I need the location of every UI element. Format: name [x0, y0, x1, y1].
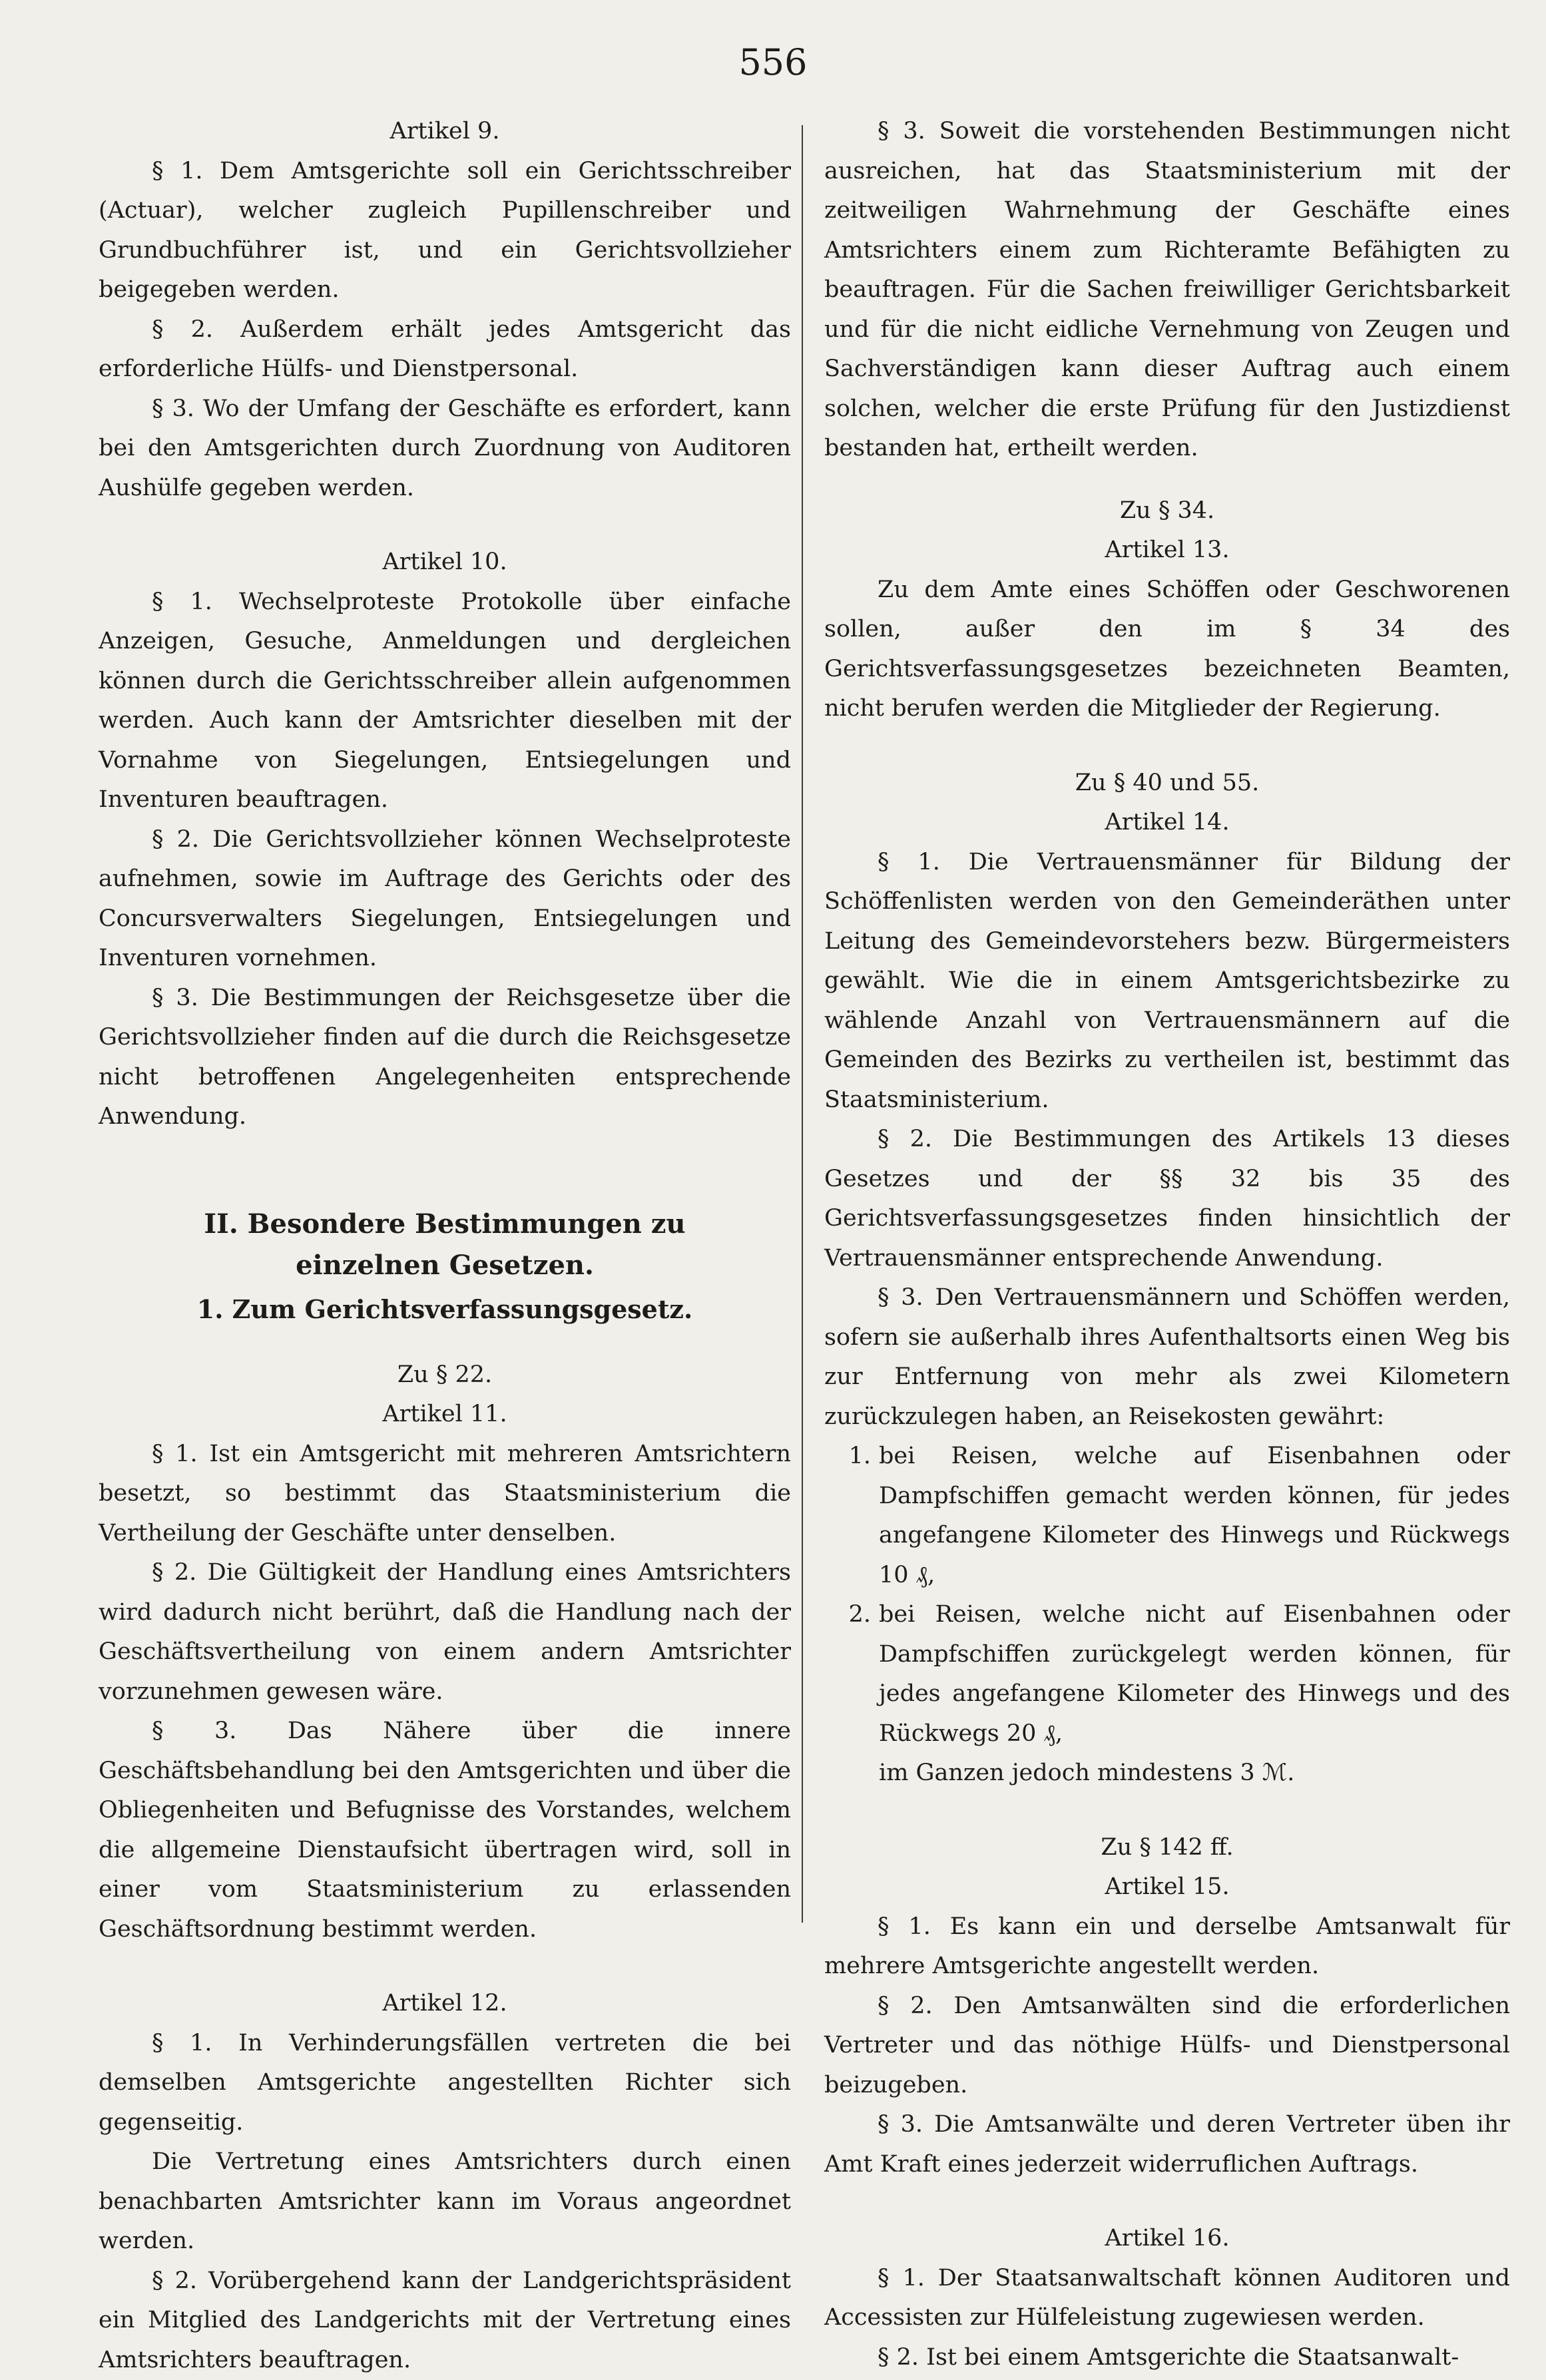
zu-40-heading: Zu § 40 und 55. — [824, 764, 1510, 804]
spacer — [99, 1137, 791, 1204]
article-9-para-1: § 1. Dem Amtsgerichte soll ein Gerichtsschreiber (Actuar), welcher zugleich Pupillenschreiber und Grundbuchführer ist, und ein Gerichtsvollzieher beigegeben werden. — [99, 152, 791, 310]
subsection-title: 1. Zum Gerichtsverfassungsgesetz. — [99, 1286, 791, 1333]
list-item-text: bei Reisen, welche nicht auf Eisenbahnen oder Dampfschiffen zurückgelegt werden können, für jedes angefangene Kilometer des Hinwegs und des Rückwegs 20 ₰, — [879, 1595, 1510, 1754]
article-14-para-2: § 2. Die Bestimmungen des Artikels 13 dieses Gesetzes und der §§ 32 bis 35 des Gerichtsverfassungsgesetzes finden hinsichtlich der Vertrauensmänner entsprechende Anwendung. — [824, 1120, 1510, 1278]
list-item — [824, 1595, 1510, 1754]
right-column — [824, 112, 1510, 2377]
spacer — [824, 469, 1510, 491]
zu-142-heading: Zu § 142 ff. — [824, 1828, 1510, 1868]
article-10-para-2: § 2. Die Gerichtsvollzieher können Wechselproteste aufnehmen, sowie im Auftrage des Gerichts oder des Concursverwalters Siegelungen, Entsiegelungen und Inventuren vornehmen. — [99, 820, 791, 979]
spacer — [99, 1333, 791, 1355]
article-12-para-3: § 3. Soweit die vorstehenden Bestimmungen nicht ausreichen, hat das Staatsministerium mit der zeitweiligen Wahrnehmung der Geschäfte eines Amtsrichters einem zum Richteramte Befähigten zu beauftragen. Für die Sachen freiwilliger Gerichtsbarkeit und für die nicht eidliche Vernehmung von Zeugen und Sachverständigen kann dieser Auftrag auch einem solchen, welcher die erste Prüfung für den Justizdienst bestanden hat, ertheilt werden. — [824, 112, 1510, 469]
list-item-text: bei Reisen, welche auf Eisenbahnen oder Dampfschiffen gemacht werden können, für jedes angefangene Kilometer des Hinwegs und Rückwegs 10 ₰, — [879, 1437, 1510, 1595]
article-14-para-1: § 1. Die Vertrauensmänner für Bildung der Schöffenlisten werden von den Gemeinderäthen unter Leitung des Gemeindevorstehers bezw. Bürgermeisters gewählt. Wie die in einem Amtsgerichtsbezirke zu wählende Anzahl von Vertrauensmännern auf die Gemeinden des Bezirks zu vertheilen ist, bestimmt das Staatsministerium. — [824, 843, 1510, 1120]
spacer — [824, 2184, 1510, 2219]
list-item-number: 2. — [824, 1595, 879, 1754]
article-9-para-2: § 2. Außerdem erhält jedes Amtsgericht das erforderliche Hülfs- und Dienstpersonal. — [99, 310, 791, 389]
page-number: 556 — [732, 41, 814, 83]
article-10-title: Artikel 10. — [99, 543, 791, 583]
article-11-para-3: § 3. Das Nähere über die innere Geschäftsbehandlung bei den Amtsgerichten und über die Obliegenheiten und Befugnisse des Vorstandes, welchem die allgemeine Dienstaufsicht übertragen wird, soll in einer vom Staatsministerium zu erlassenden Geschäftsordnung bestimmt werden. — [99, 1712, 791, 1949]
article-15-para-3: § 3. Die Amtsanwälte und deren Vertreter üben ihr Amt Kraft eines jederzeit widerruflichen Auftrags. — [824, 2105, 1510, 2184]
article-11-para-1: § 1. Ist ein Amtsgericht mit mehreren Amtsrichtern besetzt, so bestimmt das Staatsministerium die Vertheilung der Geschäfte unter denselben. — [99, 1435, 791, 1554]
article-15-title: Artikel 15. — [824, 1867, 1510, 1907]
zu-34-heading: Zu § 34. — [824, 491, 1510, 531]
article-12-para-2: § 2. Vorübergehend kann der Landgerichtspräsident ein Mitglied des Landgerichts mit der Vertretung eines Amtsrichters beauftragen. — [99, 2261, 791, 2380]
article-12-para-1: § 1. In Verhinderungsfällen vertreten die bei demselben Amtsgerichte angestellten Richter sich gegenseitig. — [99, 2024, 791, 2143]
article-9-title: Artikel 9. — [99, 112, 791, 152]
article-12-title: Artikel 12. — [99, 1984, 791, 2024]
article-10-para-3: § 3. Die Bestimmungen der Reichsgesetze über die Gerichtsvollzieher finden auf die durch die Reichsgesetze nicht betroffenen Angelegenheiten entsprechende Anwendung. — [99, 979, 791, 1137]
list-item — [824, 1437, 1510, 1595]
article-11-title: Artikel 11. — [99, 1395, 791, 1435]
article-16-para-1: § 1. Der Staatsanwaltschaft können Auditoren und Accessisten zur Hülfeleistung zugewiesen werden. — [824, 2259, 1510, 2338]
article-11-para-2: § 2. Die Gültigkeit der Handlung eines Amtsrichters wird dadurch nicht berührt, daß die Handlung nach der Geschäftsvertheilung von einem andern Amtsrichter vorzunehmen gewesen wäre. — [99, 1553, 791, 1712]
article-14-para-3: § 3. Den Vertrauensmännern und Schöffen werden, sofern sie außerhalb ihres Aufenthaltsorts einen Weg bis zur Entfernung von mehr als zwei Kilometern zurückzulegen haben, an Reisekosten gewährt: — [824, 1278, 1510, 1437]
article-14-title: Artikel 14. — [824, 803, 1510, 843]
spacer — [824, 729, 1510, 764]
list-tail: im Ganzen jedoch mindestens 3 ℳ. — [824, 1754, 1510, 1793]
article-16-title: Artikel 16. — [824, 2219, 1510, 2259]
article-16-para-2: § 2. Ist bei einem Amtsgerichte die Staatsanwalt- — [824, 2338, 1510, 2378]
article-9-para-3: § 3. Wo der Umfang der Geschäfte es erfordert, kann bei den Amtsgerichten durch Zuordnung von Auditoren Aushülfe gegeben werden. — [99, 389, 791, 509]
article-13-title: Artikel 13. — [824, 531, 1510, 571]
zu-22-heading: Zu § 22. — [99, 1355, 791, 1395]
spacer — [824, 1793, 1510, 1828]
spacer — [99, 1949, 791, 1984]
section-title: II. Besondere Bestimmungen zu einzelnen Gesetzen. — [99, 1204, 791, 1286]
article-15-para-2: § 2. Den Amtsanwälten sind die erforderlichen Vertreter und das nöthige Hülfs- und Dienstpersonal beizugeben. — [824, 1987, 1510, 2106]
article-13-para-1: Zu dem Amte eines Schöffen oder Geschworenen sollen, außer den im § 34 des Gerichtsverfassungsgesetzes bezeichneten Beamten, nicht berufen werden die Mitglieder der Regierung. — [824, 571, 1510, 729]
article-10-para-1: § 1. Wechselproteste Protokolle über einfache Anzeigen, Gesuche, Anmeldungen und dergleichen können durch die Gerichtsschreiber allein aufgenommen werden. Auch kann der Amtsrichter dieselben mit der Vornahme von Siegelungen, Entsiegelungen und Inventuren beauftragen. — [99, 583, 791, 820]
spacer — [99, 508, 791, 543]
article-12-para-1b: Die Vertretung eines Amtsrichters durch einen benachbarten Amtsrichter kann im Voraus angeordnet werden. — [99, 2142, 791, 2261]
column-divider — [802, 125, 803, 1923]
article-15-para-1: § 1. Es kann ein und derselbe Amtsanwalt für mehrere Amtsgerichte angestellt werden. — [824, 1907, 1510, 1987]
list-item-number: 1. — [824, 1437, 879, 1595]
left-column — [99, 112, 791, 2380]
